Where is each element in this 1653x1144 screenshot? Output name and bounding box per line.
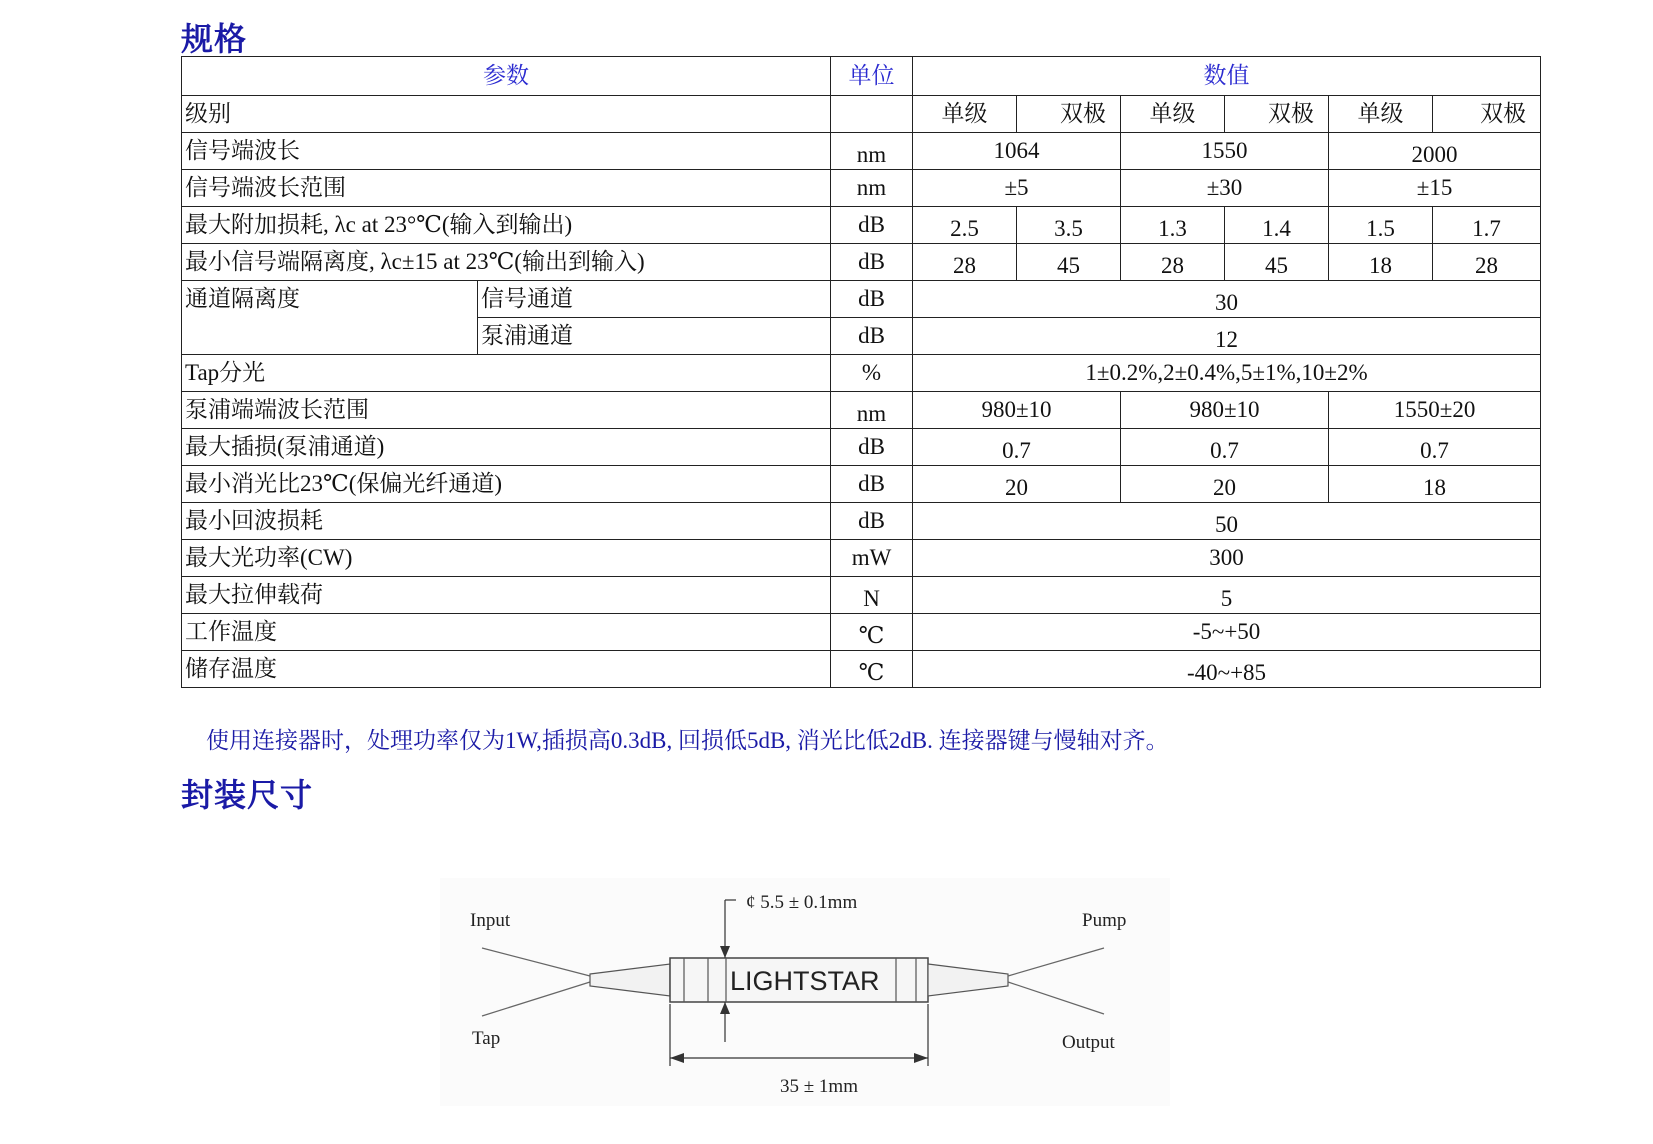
input-label: Input <box>470 910 511 931</box>
value-cell: 20 <box>913 466 1121 503</box>
row-label: 泵浦端端波长范围 <box>182 392 831 429</box>
value-cell: ±15 <box>1329 170 1541 207</box>
value-cell: 300 <box>913 540 1541 577</box>
value-cell: 1.7 <box>1433 207 1541 244</box>
usage-note: 使用连接器时，处理功率仅为1W,插损高0.3dB, 回损低5dB, 消光比低2dB. 连接器键与慢轴对齐。 <box>206 728 1169 753</box>
value-cell: 5 <box>913 577 1541 614</box>
package-diagram <box>440 878 1170 1106</box>
value-cell: 50 <box>913 503 1541 540</box>
grade-cell: 单级 <box>1121 96 1225 133</box>
row-label: 最大光功率(CW) <box>182 540 831 577</box>
pump-label: Pump <box>1082 910 1127 931</box>
unit-cell: dB <box>831 244 913 281</box>
unit-cell: ℃ <box>831 614 913 651</box>
row-label: 最小消光比23℃(保偏光纤通道) <box>182 466 831 503</box>
row-label: 工作温度 <box>182 614 831 651</box>
grade-cell: 双极 <box>1017 96 1121 133</box>
value-cell: 1064 <box>913 133 1121 170</box>
value-cell: 18 <box>1329 466 1541 503</box>
length-label: 35 ± 1mm <box>780 1076 858 1097</box>
table-row <box>182 96 1541 133</box>
value-cell: 20 <box>1121 466 1329 503</box>
table-row <box>182 244 1541 281</box>
unit-cell <box>831 96 913 133</box>
value-cell: 1550 <box>1121 133 1329 170</box>
unit-cell: dB <box>831 318 913 355</box>
unit-cell: dB <box>831 207 913 244</box>
table-row <box>182 170 1541 207</box>
row-label: 储存温度 <box>182 651 831 688</box>
value-cell: 2.5 <box>913 207 1017 244</box>
row-label: 信号端波长范围 <box>182 170 831 207</box>
value-cell: 1±0.2%,2±0.4%,5±1%,10±2% <box>913 355 1541 392</box>
value-cell: 0.7 <box>913 429 1121 466</box>
value-cell: 0.7 <box>1121 429 1329 466</box>
value-cell: 2000 <box>1329 133 1541 170</box>
spec-table <box>181 56 1541 688</box>
spec-heading: 规格 <box>181 20 248 58</box>
row-label: 最大插损(泵浦通道) <box>182 429 831 466</box>
table-row <box>182 429 1541 466</box>
value-cell: 30 <box>913 281 1541 318</box>
value-cell: -40~+85 <box>913 651 1541 688</box>
unit-cell: nm <box>831 392 913 429</box>
table-row <box>182 614 1541 651</box>
value-cell: 28 <box>1121 244 1225 281</box>
table-row <box>182 392 1541 429</box>
value-cell: 1.3 <box>1121 207 1225 244</box>
unit-cell: % <box>831 355 913 392</box>
value-cell: -5~+50 <box>913 614 1541 651</box>
unit-cell: N <box>831 577 913 614</box>
row-label: 最大拉伸载荷 <box>182 577 831 614</box>
row-label: 最小信号端隔离度, λc±15 at 23℃(输出到输入) <box>182 244 831 281</box>
diameter-label: ¢ 5.5 ± 0.1mm <box>746 892 858 913</box>
sub-label: 信号通道 <box>478 281 831 318</box>
tap-label: Tap <box>472 1028 501 1049</box>
grade-cell: 双极 <box>1225 96 1329 133</box>
header-param: 参数 <box>182 57 831 96</box>
unit-cell: nm <box>831 133 913 170</box>
value-cell: 0.7 <box>1329 429 1541 466</box>
value-cell: ±5 <box>913 170 1121 207</box>
grade-cell: 单级 <box>913 96 1017 133</box>
value-cell: 12 <box>913 318 1541 355</box>
table-row <box>182 207 1541 244</box>
table-row <box>182 540 1541 577</box>
table-row <box>182 466 1541 503</box>
brand-label: LIGHTSTAR <box>730 966 880 996</box>
value-cell: 980±10 <box>913 392 1121 429</box>
table-row <box>182 577 1541 614</box>
table-row <box>182 651 1541 688</box>
value-cell: 28 <box>1433 244 1541 281</box>
row-label: 级别 <box>182 96 831 133</box>
sub-label: 泵浦通道 <box>478 318 831 355</box>
unit-cell: dB <box>831 429 913 466</box>
row-label: 通道隔离度 <box>182 281 478 355</box>
value-cell: 28 <box>913 244 1017 281</box>
unit-cell: dB <box>831 466 913 503</box>
row-label: Tap分光 <box>182 355 831 392</box>
table-row <box>182 281 1541 318</box>
table-header-row <box>182 57 1541 96</box>
row-label: 最小回波损耗 <box>182 503 831 540</box>
value-cell: 3.5 <box>1017 207 1121 244</box>
value-cell: 1550±20 <box>1329 392 1541 429</box>
unit-cell: dB <box>831 503 913 540</box>
grade-cell: 单级 <box>1329 96 1433 133</box>
table-row <box>182 355 1541 392</box>
value-cell: 1.4 <box>1225 207 1329 244</box>
value-cell: 1.5 <box>1329 207 1433 244</box>
row-label: 最大附加损耗, λc at 23°℃(输入到输出) <box>182 207 831 244</box>
output-label: Output <box>1062 1032 1115 1053</box>
header-unit: 单位 <box>831 57 913 96</box>
grade-cell: 双极 <box>1433 96 1541 133</box>
package-heading: 封装尺寸 <box>181 776 314 814</box>
value-cell: ±30 <box>1121 170 1329 207</box>
value-cell: 18 <box>1329 244 1433 281</box>
unit-cell: mW <box>831 540 913 577</box>
row-label: 信号端波长 <box>182 133 831 170</box>
value-cell: 980±10 <box>1121 392 1329 429</box>
table-row <box>182 133 1541 170</box>
value-cell: 45 <box>1017 244 1121 281</box>
unit-cell: nm <box>831 170 913 207</box>
table-row <box>182 503 1541 540</box>
unit-cell: ℃ <box>831 651 913 688</box>
unit-cell: dB <box>831 281 913 318</box>
header-value: 数值 <box>913 57 1541 96</box>
value-cell: 45 <box>1225 244 1329 281</box>
